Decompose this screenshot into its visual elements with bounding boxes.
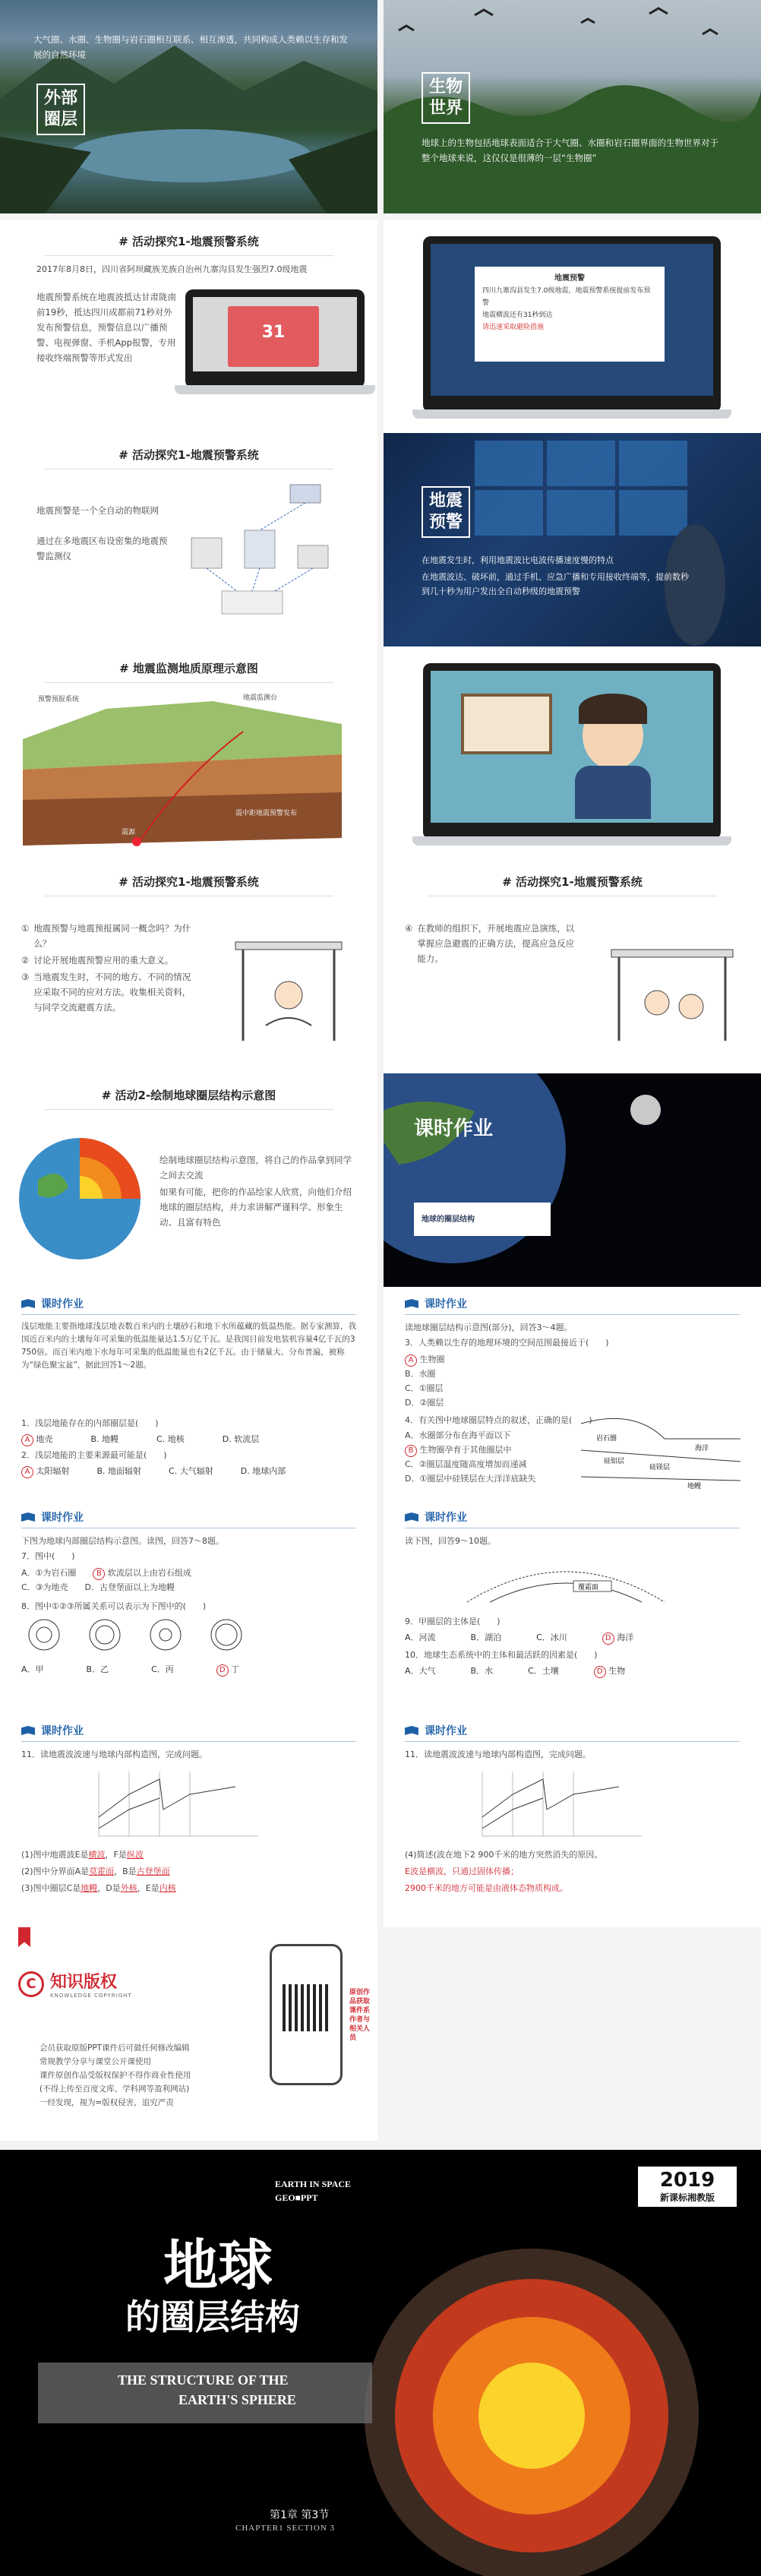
- cover-slide: [0, 2150, 761, 2576]
- label-1: 预警预报系统: [38, 696, 80, 703]
- q9-text: 9．甲圈层的主体是( ): [405, 1617, 500, 1626]
- svg-text:岩石圈: 岩石圈: [596, 1435, 617, 1443]
- slide-title: # 活动探究1-地震预警系统: [384, 874, 761, 896]
- question: (4)简述(波在地下2 900千米的地方突然消失的原因。: [405, 1850, 603, 1860]
- slide-title: # 活动探究1-地震预警系统: [0, 233, 377, 256]
- answer-2: (2)图中分界面A是莫霍面，B是古登堡面: [21, 1866, 170, 1876]
- sphere-section-diagram: [573, 1378, 748, 1492]
- logo-text: 知识版权: [50, 1973, 118, 1992]
- q3-options: A 生物圈 B．水圈 C．①圈层 D．②圈层: [405, 1354, 445, 1408]
- slide-title: # 活动探究1-地震预警系统: [0, 874, 377, 896]
- hw-intro: 读下图，回答9～10题。: [405, 1536, 496, 1546]
- book-icon: [21, 1726, 35, 1735]
- slide-questions-1: [0, 860, 377, 1073]
- slide-label: 地震 预警: [422, 486, 470, 538]
- bullet-2: 如果有可能，把你的作品绘家人欣赏，向他们介绍地球的圈层结构，并力求讲解严谨科学、形象生动、且富有特色: [159, 1187, 352, 1228]
- hw-header: 课时作业: [21, 1723, 84, 1738]
- tv-screen-image: [423, 236, 721, 412]
- answer-3: (3)图中圈层C是地幔，D是外核，E是内核: [21, 1883, 176, 1893]
- slide-title: # 活动探究1-地震预警系统: [0, 447, 377, 469]
- countdown-number: 31: [261, 323, 286, 342]
- video-screen-image: [423, 663, 721, 839]
- hw-intro: 11．读地震波波速与地球内部构造图，完成问题。: [21, 1749, 207, 1759]
- bullet-2: 地震预警系统在地震波抵达甘肃陇南前19秒，抵达四川成都前71秒对外发布预警信息，预警信息以广播预警、电视弹窗、手机App报警，专用接收终端预警等形式发出: [36, 292, 176, 363]
- svg-text:硅铝层: 硅铝层: [604, 1458, 625, 1465]
- answer-2: 2900千米的地方可能是由液体态物质构成。: [405, 1883, 568, 1893]
- line-3: 课件原创作品受版权保护不得作商业性使用: [39, 2071, 191, 2080]
- q10-text: 10．地球生态系统中的主体和最活跃的因素是( ): [405, 1650, 598, 1660]
- label-3: 震中距地震预警发布: [235, 810, 298, 817]
- question-1: ① 地震预警与地震预报属同一概念吗？为什么？: [21, 923, 191, 949]
- sphere-arc-diagram: [459, 1549, 672, 1610]
- slide-biosphere: [384, 0, 761, 213]
- slide-hw-6: [384, 1714, 761, 1927]
- slide-hw-1: [0, 1287, 377, 1500]
- hw-header: 课时作业: [405, 1509, 467, 1525]
- homework-subtitle: 地球的圈层结构: [422, 1215, 475, 1224]
- chapter-en: CHAPTER1 SECTION 3: [235, 2524, 336, 2533]
- svg-text:海洋: 海洋: [695, 1445, 709, 1452]
- slide-hw-3: [0, 1500, 377, 1714]
- slide-hw-5: [0, 1714, 377, 1927]
- alert-line-3: 请迅速采取避险措施: [482, 324, 545, 331]
- copyright-icon: C: [18, 1971, 44, 1997]
- right-text: 原创作品获取课件系作者与相关人员: [349, 1989, 371, 2042]
- copyright-logo: [18, 1969, 132, 1999]
- q8-options: A．甲 B．乙 C．丙 D 丁: [21, 1663, 239, 1677]
- answer-1: (1)图中地震波E是横波，F是纵波: [21, 1850, 144, 1860]
- edition: 新课标湘教版: [659, 2192, 715, 2203]
- book-icon: [405, 1726, 418, 1735]
- svg-text:硅镁层: 硅镁层: [649, 1464, 671, 1471]
- book-icon: [21, 1299, 35, 1308]
- bullet-2: 通过在多地震区布设密集的地震预警监测仪: [36, 536, 168, 561]
- en-title-2: EARTH'S SPHERE: [178, 2392, 296, 2407]
- q9-options: A．河流 B．湖泊 C．冰川 D 海洋: [405, 1631, 633, 1645]
- question-4: ④ 在教师的组织下，开展地震应急演练，以掌握应急避震的正确方法，提高应急反应能力。: [405, 923, 575, 964]
- slide-caption: 地球上的生物包括地球表面适合于大气圈、水圈和岩石圈界面的生物世界对于整个地球来说，这仅仅是很薄的一层“生物圈”: [422, 137, 718, 163]
- geology-block-diagram: [15, 686, 349, 853]
- slide-caption: 大气圈、水圈、生物圈与岩石圈相互联系、相互渗透，共同构成人类赖以生存和发展的自然环境: [33, 34, 348, 60]
- svg-text:覆霜面: 覆霜面: [578, 1584, 599, 1591]
- bullet-1: 2017年8月8日，四川省阿坝藏族羌族自治州九寨沟县发生强烈7.0级地震: [36, 264, 308, 274]
- slide-activity-2: [0, 1073, 377, 1287]
- line-2: 常规教学分享与课堂公开课使用: [39, 2057, 151, 2066]
- earthquake-cartoon: [220, 904, 357, 1056]
- line-1: 会员获取原版PPT课件后可做任何修改编辑: [39, 2043, 190, 2053]
- slide-title: # 地震监测地质原理示意图: [0, 660, 377, 683]
- question-3: ③ 当地震发生时，不同的地方、不同的情况应采取不同的应对方法。收集相关资料，与同学交流避震方法。: [21, 972, 191, 1013]
- drill-cartoon: [604, 904, 740, 1056]
- label-2: 地震监测台: [243, 694, 278, 702]
- q4-text: 4．有关图中地球圈层特点的叙述，正确的是( ): [405, 1415, 592, 1425]
- wave-velocity-chart: [84, 1764, 266, 1840]
- q3-text: 3．人类赖以生存的地理环境的空间范围最接近于( ): [405, 1338, 609, 1348]
- bookmark-icon: [18, 1927, 30, 1947]
- iot-network-diagram: [176, 477, 358, 629]
- q1-text: 1．浅层地能存在的内部圈层是( ): [21, 1418, 159, 1428]
- question-2: ② 讨论开展地震预警应用的重大意义。: [21, 955, 174, 966]
- homework-title: 课时作业: [414, 1117, 494, 1140]
- book-icon: [405, 1299, 418, 1308]
- line-4: (不得上传至百度文库、学科网等盈利网站): [39, 2085, 190, 2094]
- slide-label: 外部 圈层: [36, 84, 85, 135]
- wave-velocity-chart: [467, 1764, 649, 1840]
- main-title-2: 的圈层结构: [125, 2296, 300, 2337]
- slide-cartoon-video: [384, 646, 761, 860]
- alert-line-2: 地震横波还有31秒到达: [482, 311, 553, 319]
- slide-hw-4: [384, 1500, 761, 1714]
- control-room-photo: [384, 433, 761, 646]
- q2-options: A 太阳辐射 B. 地面辐射 C. 大气辐射 D. 地球内部: [21, 1465, 286, 1478]
- earth-core-image: [357, 2241, 706, 2576]
- book-icon: [21, 1512, 35, 1522]
- q8-text: 8．图中①②③所属关系可以表示为下图中的( ): [21, 1601, 207, 1611]
- q2-text: 2．浅层地能的主要来源最可能是( ): [21, 1450, 167, 1460]
- qr-code: [283, 1984, 330, 2031]
- hw-header: 课时作业: [405, 1296, 467, 1311]
- q1-options: A 地壳 B. 地幔 C. 地核 D. 软流层: [21, 1433, 259, 1446]
- hw-header: 课时作业: [405, 1723, 467, 1738]
- year-badge: [638, 2167, 737, 2207]
- slide-copyright: [0, 1927, 377, 2141]
- en-title-1: THE STRUCTURE OF THE: [118, 2372, 289, 2388]
- venn-diagrams: [21, 1616, 272, 1654]
- year: 2019: [659, 2169, 715, 2192]
- homework-card: [414, 1203, 551, 1236]
- bullet-1: 在地震发生时，利用地震波比电波传播速度慢的特点: [422, 555, 614, 565]
- hw-header: 课时作业: [21, 1296, 84, 1311]
- bullet-2: 在地震波达、破坏前，通过手机、应急广播和专用接收终端等，提前数秒到几十秒为用户发出全自动秒级的地震预警: [422, 572, 689, 596]
- hw-header: 课时作业: [21, 1509, 84, 1525]
- main-title-1: 地球: [163, 2233, 273, 2297]
- hw-intro: 浅层地能主要指地球浅层地表数百米内的土壤砂石和地下水所蕴藏的低温热能。据专家测算，我国近百米内的土壤每年可采集的低温能量达1.5万亿千瓦。是我国目前发电装机容量4亿千瓦的3 750倍。而百米内地下水每年可采集的低温能量也有2亿千瓦。由于储量大、分布普遍，被称为“绿色聚宝盆”，据此回答1～2题。: [21, 1322, 356, 1370]
- alert-title: 地震预警: [554, 274, 585, 283]
- hw-intro: 11．读地震波波速与地球内部构造图，完成问题。: [405, 1749, 591, 1759]
- laptop-image: [185, 289, 365, 388]
- q7-text: 7．图中( ): [21, 1551, 75, 1561]
- bullet-1: 绘制地球圈层结构示意图，将自己的作品拿到同学之间去交流: [159, 1155, 352, 1181]
- slide-outer-sphere: [0, 0, 377, 213]
- slide-geology-principle: [0, 646, 377, 860]
- book-icon: [405, 1512, 418, 1522]
- en-top-1: EARTH IN SPACE: [275, 2179, 352, 2189]
- en-top-2: GEO■PPT: [275, 2192, 318, 2203]
- q10-options: A．大气 B．水 C．土壤 D 生物: [405, 1664, 625, 1678]
- slide-hw-2: [384, 1287, 761, 1500]
- slide-homework-cover: [384, 1073, 761, 1287]
- en-title-box: [38, 2363, 372, 2423]
- phone-image: [270, 1944, 343, 2085]
- slide-early-warning-2: [0, 433, 377, 646]
- slide-early-warning-screen: [384, 220, 761, 433]
- slide-warning-label: [384, 433, 761, 646]
- q4-options: A．水圈部分布在海平面以下 B 生物圈孕育于其他圈层中 C．②圈层温度随高度增加而递减 D．①圈层中硅镁层在大洋洋底缺失: [405, 1430, 536, 1484]
- bullet-1: 地震预警是一个全自动的物联网: [36, 505, 159, 516]
- hw-intro: 读地球圈层结构示意图(部分)，回答3～4题。: [405, 1323, 573, 1332]
- slide-early-warning-1: [0, 220, 377, 433]
- slide-label: 生物 世界: [422, 72, 470, 124]
- alert-line-1: 四川九寨沟县发生7.0级地震，地震预警系统提前发布预警: [482, 287, 651, 307]
- label-4: 震源: [122, 829, 136, 836]
- logo-en: KNOWLEDGE COPYRIGHT: [50, 1993, 132, 1999]
- slide-questions-2: [384, 860, 761, 1073]
- earth-moon-image: [384, 1073, 761, 1287]
- svg-text:地幔: 地幔: [687, 1483, 702, 1490]
- slide-title: # 活动2-绘制地球圈层结构示意图: [0, 1087, 377, 1110]
- line-5: 一经发现，视为=版权侵害，追究严责: [39, 2098, 174, 2107]
- chapter: 第1章 第3节: [270, 2509, 330, 2521]
- answer-1: E波是横波，只通过固体传播；: [405, 1866, 519, 1876]
- hw-intro: 下图为地球内部圈层结构示意图。读图，回答7～8题。: [21, 1536, 224, 1546]
- q7-options: A．①为岩石圈 B 软流层以上由岩石组成 C．③为地壳 D．古登堡面以上为地幔: [21, 1568, 191, 1592]
- earth-cutaway-image: [15, 1134, 144, 1263]
